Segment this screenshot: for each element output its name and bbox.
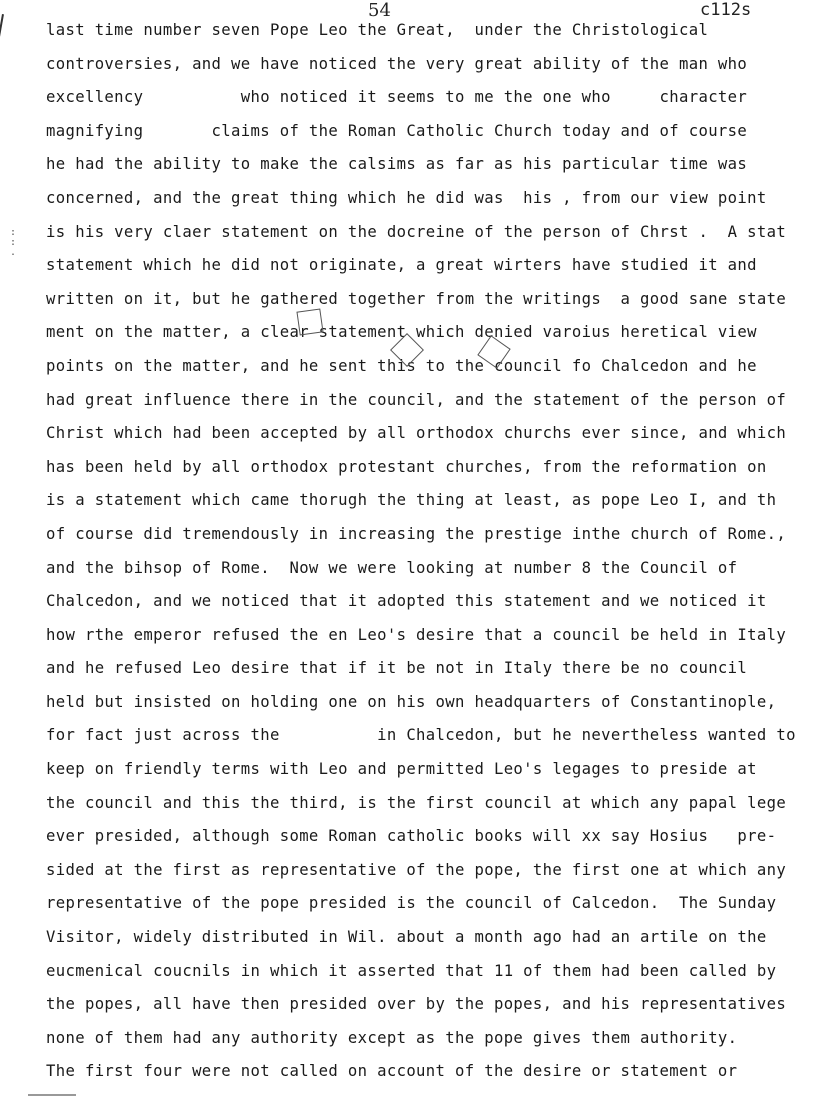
text-line: the popes, all have then presided over by the popes, and his representatives <box>46 995 787 1014</box>
text-line: how rthe emperor refused the en Leo's desire that a council be held in Italy <box>46 625 787 644</box>
text-line: last time number seven Pope Leo the Great, under the Christological <box>46 21 709 39</box>
text-line: statement which he did not originate, a great wirters have studied it and <box>46 256 757 275</box>
text-line: Visitor, widely distributed in Wil. about a month ago had an artile on the <box>46 928 767 947</box>
document-id: c112s <box>700 0 752 20</box>
margin-dots: : : . <box>10 227 17 258</box>
text-line: excellency who noticed it seems to me the one who character <box>46 88 748 107</box>
text-line: the council and this the third, is the first council at which any papal lege <box>46 793 787 812</box>
text-line: magnifying claims of the Roman Catholic Church today and of course <box>46 121 748 140</box>
handwritten-box-mark <box>296 308 323 335</box>
text-line: of course did tremendously in increasing the prestige inthe church of Rome., <box>46 524 787 543</box>
text-line: sided at the first as representative of the pope, the first one at which any <box>46 860 787 879</box>
text-line: and he refused Leo desire that if it be not in Italy there be no council <box>46 659 748 678</box>
text-line: has been held by all orthodox protestant churches, from the reformation on <box>46 457 767 476</box>
text-line: is his very claer statement on the docreine of the person of Chrst . A stat <box>46 222 787 241</box>
text-line: keep on friendly terms with Leo and permitted Leo's legages to preside at <box>46 760 757 779</box>
text-line: eucmenical coucnils in which it asserted that 11 of them had been called by <box>46 961 777 980</box>
text-line: The first four were not called on account of the desire or statement or <box>46 1062 738 1081</box>
text-line: controversies, and we have noticed the very great ability of the man who <box>46 54 748 73</box>
text-line: representative of the pope presided is the council of Calcedon. The Sunday <box>46 894 777 913</box>
text-line: ment on the matter, a clear statement which denied varoius heretical view <box>46 323 757 342</box>
text-line: had great influence there in the council, and the statement of the person of <box>46 390 787 409</box>
text-line: Christ which had been accepted by all orthodox churchs ever since, and which <box>46 424 787 443</box>
text-line: points on the matter, and he sent this to the council fo Chalcedon and he <box>46 356 757 375</box>
text-line: Chalcedon, and we noticed that it adopted this statement and we noticed it <box>46 592 767 611</box>
text-line: and the bihsop of Rome. Now we were looking at number 8 the Council of <box>46 558 738 577</box>
text-line: he had the ability to make the calsims as far as his particular time was <box>46 155 748 174</box>
body-text <box>46 20 826 1095</box>
text-line: is a statement which came thorugh the thing at least, as pope Leo I, and th <box>46 491 777 510</box>
text-line: ever presided, although some Roman catholic books will xx say Hosius pre- <box>46 827 777 846</box>
margin-pen-mark <box>0 14 4 66</box>
text-line: concerned, and the great thing which he did was his , from our view point <box>46 188 767 207</box>
page-number: 54 <box>368 0 391 21</box>
scan-smudge <box>28 1094 76 1096</box>
text-line: written on it, but he gathered together from the writings a good sane state <box>46 289 787 308</box>
text-line: held but insisted on holding one on his own headquarters of Constantinople, <box>46 692 777 711</box>
text-line: none of them had any authority except as the pope gives them authority. <box>46 1028 738 1047</box>
text-line: for fact just across the in Chalcedon, but he nevertheless wanted to <box>46 726 796 745</box>
